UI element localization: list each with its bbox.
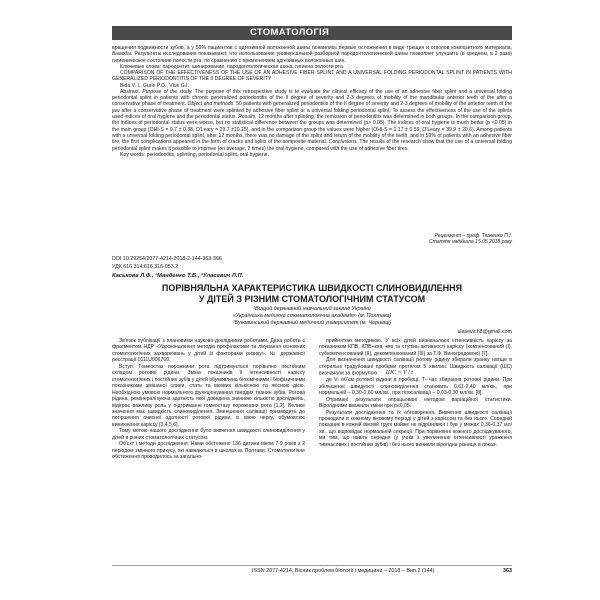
affiliation-2: «Українська медична стоматологічна академія» (м. Полтава) [232, 312, 392, 319]
article-title-line1: ПОРІВНЯЛЬНА ХАРАКТЕРИСТИКА ШВИДКОСТІ СЛИНОВИДІЛЕННЯ [161, 283, 463, 293]
article-authors: Каськова Л.Ф., ¹Манденко Т.Б., ²Улаcевич Л.П. [112, 273, 244, 279]
abstract-ru-conclusion: Результаты исследования показывают, что использование универсальной разборной пародонтологической шины позволяет улучшить (в среднем, в 2 раза) гигиеническое состояние полости рта, по сравнению с применением адгезивных волоконных шин. [112, 51, 512, 64]
body-left-p3: Тому метою нашого дослідження було вивчення швидкості слиновиділення у дітей в різних стоматологічних статусом. [112, 428, 305, 441]
body-right-p4: Отримані результати опрацьовані методом варіаційної статистики. Вірогідними вважали зміни при р≤0,05. [319, 396, 512, 410]
abstract-en-purpose: The purpose of this retrospective study is to evaluate the clinical efficacy of the use of an adhesive fiber splint and a universal folding periodontal splint in patients with chronic generalized periodontitis of the II degree of severity and 2-3 degrees of mobility of the mandibular anterior teeth of the after a conservative phase of treatment. [112, 88, 513, 108]
abstract-en-methods: 50 patients with generalized periodontitis of the II degree of severity and 2-3 degrees of mobility of the anterior teeth of the jaw after a conservative phase of treatment were splinted by adhesive fiber splint or a universal folding periodontal splint. To assess the effectiveness of the use of the splints used indices of oral hygiene and the periodontal status. [112, 101, 513, 121]
abstract-en-keywords: Key words: periodontitis, splinting, periodontal splint, oral hygiene. [120, 151, 269, 158]
udc: УДК 616.314:616.316-053.2 [112, 264, 179, 270]
body-left-p2: Вступ. Гомеостаз порожнини рота підтримується порівняно постійним складом ротової рідини. Зміна показників її інтенсивності карієсу стоматологічних і постійних зубів у дітей обумовлена біохімічними і біофізичними показниками змішаної слини, стать та вікових кількісною та якісною дією. Необхідною умовою нормального функціонування твердих тканин зубів. Ротова рідина, ремінералізуюча здатність якої доведена значною кількістю досліджень, відіграє важливу роль у підтриманні гомеостазу порожнини рота [1,2]. Велике значення має швидкість слиновиділення. Зменшення салівації призводить до погіршення очисної здатності ротової рідини, в свою чергу, обумовлює виникнення карієсу [3,4,5,6]. [112, 363, 305, 428]
page-number: 363 [503, 568, 512, 574]
author-email: ulasevich8@gmail.com [457, 329, 512, 335]
abstract-en-title: COMPARISON OF THE EFFECTIVENESS OF THE USE OF AN ADHESIVE FIBER SPLINT AND A UNIVERSAL FOLDING PERIODONTAL SPLINT IN PATIENTS WITH GENERALIZED PERIODONTITIS OF THE II DEGREE OF SEVERITY [112, 70, 512, 83]
abstract-russian [112, 45, 512, 70]
body-right-p5: Результати дослідження та їх обговорення. Вивчення швидкості салівації проводили в кожному віковому періоді у дітей з карієсом та без нього. Середній показник в кожній віковій групі майже не відрізнявся і був у межах 0,36-0,37 мл/хв., що відповідає нормальній секреції. При порівнянні кожного досліджуваного, ми тим, що навіть середня (у учнів з увеличення інтенсивності ураження тимчасових і постійних зубів) і без нього виникли вірогідна різниця в показ- [319, 409, 512, 448]
body-column-left [112, 338, 305, 461]
journal-footer: ISSN 2077-4214. Вісник проблем біології і медицини – 2018 – Вип.2 (144) [252, 568, 435, 574]
received-date-line: Стаття надійшла 15.05.2018 року [429, 239, 512, 246]
doi: DOI 10.29254/2077-4214-2018-2-144-363-366 [112, 256, 222, 262]
affiliation-3: ²Буковинський державний медичний університет (м. Чернівці) [232, 319, 392, 326]
abstract-en-methods-label: Object and methods. [187, 101, 235, 108]
saliva-rate-formula: ШС = V / t [385, 370, 413, 377]
abstract-en-results: 12 months after splinting, the remission of periodontitis was determined in both groups. In the comparison group, the indices of periodontal status were worse, but no statistical difference between the groups was determined (p> 0.05). The indices of oral hygiene is much better (p <0.05) in the main group (OHI-S = 0.7 ± 0.38, O'Leary = 29.7 ±10.15), and in the comparison group the values were higher (OHI-S = 1.17 ± 0.59, O'Leary = 39.9 ± 20.6). Among patients with a universal folding periodontal splint, after 12 months, there was no damage of the splint and return of the mobility of the teeth, and in 59% of patients with an adhesive fiber tire, the first complications appeared in the form of cracks and splits of the composite material. [112, 114, 512, 146]
abstract-en-purpose-label: Purpose of the study. [142, 88, 193, 95]
abstract-en-conclusions: The results of the research show that the use of a universal folding periodontal splint makes it possible to improve (on average, 2 times) the oral hygiene, compared with the use of adhesive fiber tires. [112, 139, 512, 152]
body-column-right [319, 338, 512, 448]
abstract-en-authors: Bida V. I., Gurin P.O., Viun G.I. [120, 82, 189, 89]
body-right-p1: прийнятою методикою. У всіх дітей визначалася інтенсивність карієсу за показником КПВ, КПВ+кпв, кпв та ступінь активності карієсу (компенсований (І), субкомпенсований (ІІ), декомпенсований (ІІІ) за Т.Ф. Виноградовою) [7]. [319, 338, 512, 357]
body-left-p1: Зв'язок публікації з плановими науково-дослідними роботами. Дана робота є фрагментом НДР «Удосконалення методів профілактики та лікування основних стоматологічних захворювань у дітей із факторами ризику», № державної реєстрації 0111U006760. [112, 338, 305, 364]
page-footer [112, 565, 512, 575]
article-title-line2: У ДІТЕЙ З РІЗНИМ СТОМАТОЛОГІЧНИМ СТАТУСОМ [198, 293, 426, 304]
body-right-p2: Для визначення швидкості салівації ротову рідину збирали зранку натще в стерильні градуйовані пробірки протягом 5 хвилин. Швидкість салівації (ШС) визначали за формулою [319, 357, 512, 377]
abstract-ru-keywords: Ключевые слова: пародонтит, шинирование, пародонтологическая шина, гигиена полости рта. [120, 63, 345, 70]
reviewer-note [380, 233, 512, 246]
abstract-ru-text: вращения подвижности зубов, а у 59% пациентов с адгезивной волоконной шины появились первые осложнения в виде трещин и отколов композитного материала. [112, 45, 512, 51]
affiliation-1: ¹Вищий державний навчальний заклад України [253, 306, 371, 312]
abstract-english [112, 70, 512, 158]
abstract-ru-conclusion-label: Выводы. [112, 51, 133, 58]
article-title [112, 283, 512, 304]
abstract-en-label: Abstract. [120, 88, 141, 95]
affiliations [112, 306, 512, 326]
abstract-en-results-label: Results. [238, 114, 257, 121]
abstract-en-conclusions-label: Conclusions. [328, 139, 358, 146]
section-title: СТОМАТОЛОГІЯ [250, 27, 330, 38]
body-right-p3: де V- об'єм ротової рідини в пробірці, Т- час збирання ротової рідини. При збільшенні швидкості слиновиділення становить 0,61-2,40 мл/хв., при нормальній – 0,30-0,60 мл/хв., при гіпосалівації – 0,03-0,30 мл/хв. [8]. [319, 377, 512, 397]
reviewer-line: Рецензент – проф. Ткаченко П.І. [434, 233, 512, 239]
body-left-p4: Об'єкт і методи дослідження. Нами обстежено 136 дитини віком 7-9 років з 2 періодом змінного прикусу, які навчаються в школах м. Полтави. Стоматологічне обстеження проводилось за загально- [112, 441, 305, 461]
